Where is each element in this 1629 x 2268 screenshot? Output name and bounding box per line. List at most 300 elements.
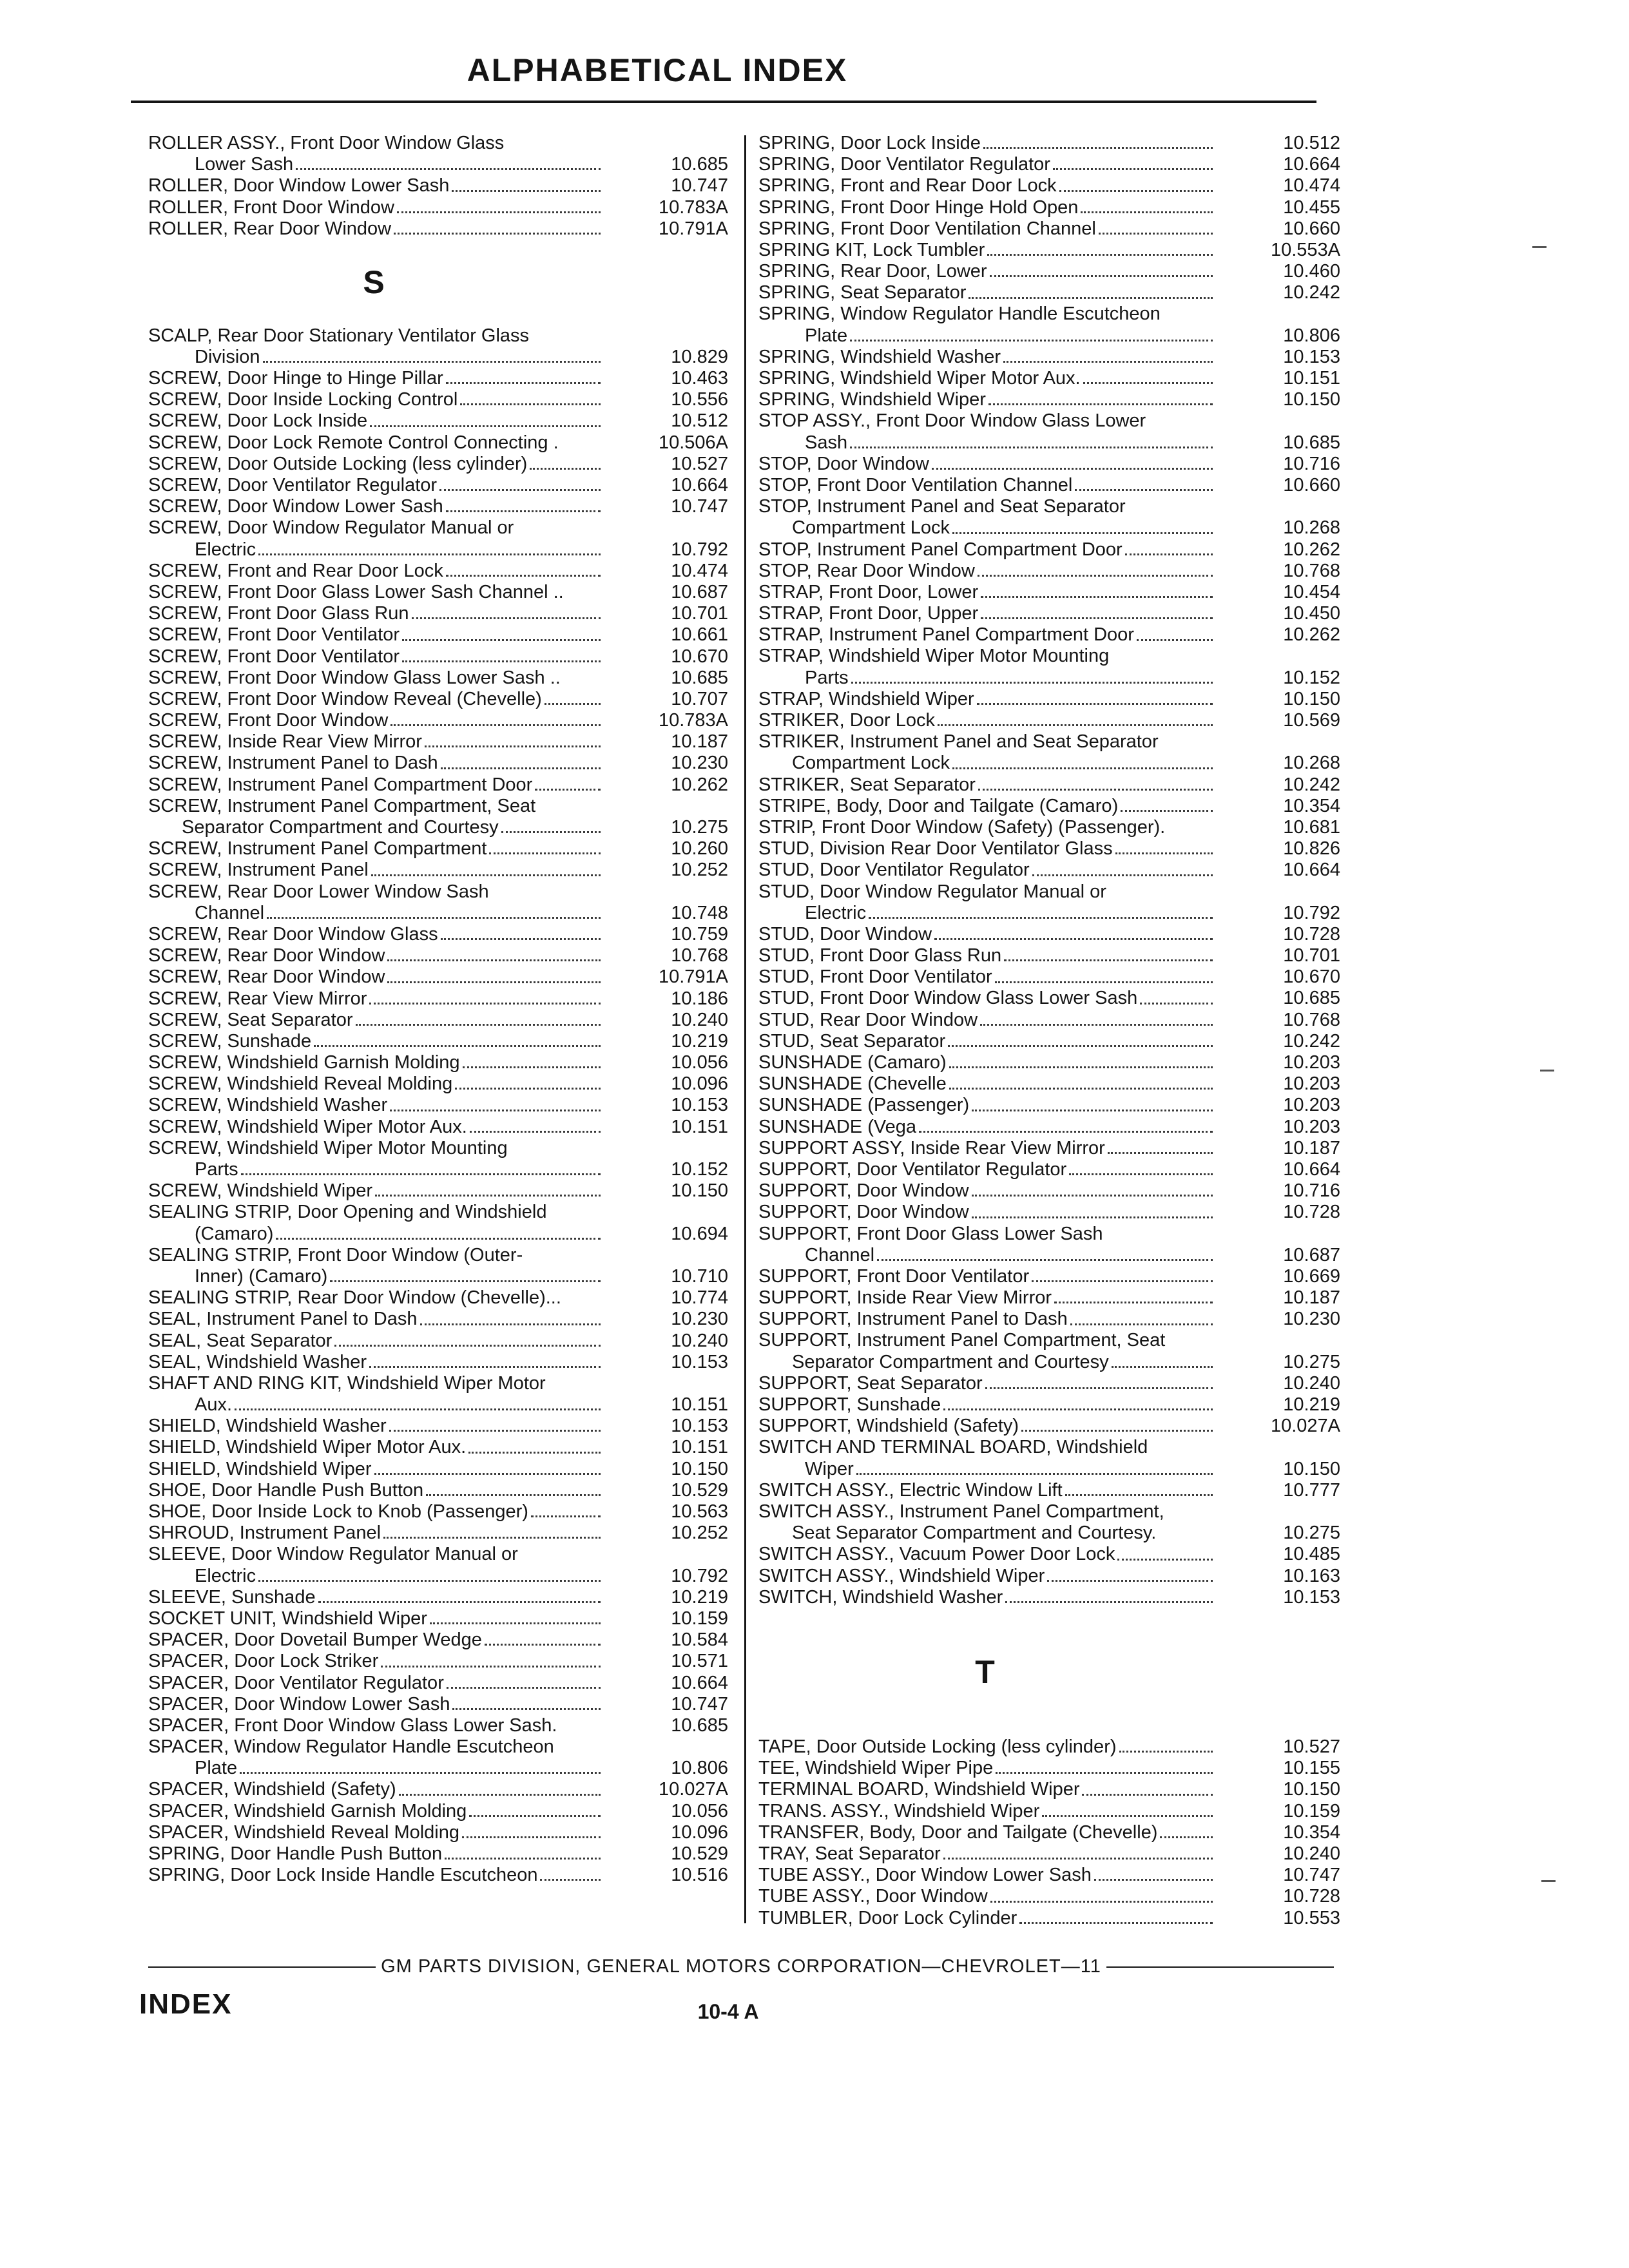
entry-line (148, 1010, 728, 1031)
entry-reference-number: 10.240 (1283, 1843, 1340, 1865)
page-number: 10-4 A (697, 2000, 759, 2023)
entry-line (758, 710, 1340, 731)
entry-reference-number: 10.159 (1283, 1800, 1340, 1821)
entry-reference-number: 10.203 (1283, 1095, 1340, 1116)
entry-text: SOCKET UNIT, Windshield Wiper (148, 1608, 427, 1629)
index-entry (758, 582, 1340, 603)
index-entry (148, 1416, 728, 1437)
entry-line (148, 945, 728, 966)
entry-line (758, 1138, 1340, 1159)
dot-leader (394, 233, 601, 235)
entry-line (148, 668, 728, 689)
entry-continuation-line (148, 1394, 728, 1416)
entry-text: TUBE ASSY., Door Window Lower Sash (758, 1865, 1092, 1886)
entry-line (148, 1480, 728, 1501)
entry-reference-number: 10.747 (1283, 1865, 1340, 1886)
entry-continuation-line (148, 817, 728, 838)
entry-reference-number: 10.152 (671, 1159, 728, 1180)
entry-reference-number: 10.230 (671, 753, 728, 774)
dot-leader (485, 1644, 601, 1646)
entry-text: SPACER, Windshield (Safety) (148, 1779, 396, 1800)
entry-text-cell (758, 154, 1219, 175)
entry-reference-number: 10.187 (1283, 1137, 1340, 1158)
entry-text-cell (758, 218, 1219, 240)
dot-leader (1054, 1302, 1213, 1303)
entry-text-cell (758, 475, 1219, 496)
index-entry (758, 1587, 1340, 1608)
entry-text-cell (148, 410, 607, 432)
entry-text-cell (148, 1801, 607, 1822)
index-entry (758, 240, 1340, 261)
entry-continuation-line (148, 1224, 728, 1245)
entry-line (758, 1224, 1340, 1245)
entry-text-cell (148, 774, 607, 796)
entry-text: SPRING, Windshield Wiper Motor Aux. (758, 368, 1081, 389)
dot-leader (943, 1858, 1213, 1860)
entry-text-cell (148, 624, 607, 646)
dot-leader (1004, 959, 1213, 961)
entry-reference-number: 10.056 (671, 1052, 728, 1073)
entry-text-cell (758, 496, 1219, 517)
column-divider (744, 135, 746, 1923)
entry-text-cell (758, 668, 1219, 689)
entry-reference-number: 10.759 (671, 923, 728, 945)
entry-reference-number: 10.275 (1283, 1351, 1340, 1372)
index-entry (758, 1202, 1340, 1223)
dot-leader (1159, 1537, 1213, 1539)
index-entry (758, 347, 1340, 368)
entry-text-cell (148, 881, 607, 903)
entry-line (758, 1822, 1340, 1843)
dot-leader (850, 340, 1213, 341)
entry-continuation-line (148, 1566, 728, 1587)
entry-reference-number: 10.056 (671, 1800, 728, 1821)
index-entry (758, 1031, 1340, 1052)
entry-text-cell (758, 689, 1219, 710)
entry-reference-number: 10.463 (671, 368, 728, 389)
dot-leader (563, 682, 601, 684)
dot-leader (1069, 1173, 1213, 1175)
entry-reference-number: 10.242 (1283, 282, 1340, 303)
entry-text: Seat Separator Compartment and Courtesy. (792, 1523, 1157, 1544)
entry-text-cell (148, 689, 607, 710)
dot-leader (1125, 553, 1213, 555)
entry-reference-number: 10.571 (671, 1651, 728, 1672)
entry-line (758, 1159, 1340, 1180)
entry-text: ROLLER, Door Window Lower Sash (148, 175, 450, 197)
dot-leader (943, 1408, 1213, 1410)
index-entry (148, 881, 728, 924)
entry-line (758, 282, 1340, 303)
entry-text: STUD, Door Window (758, 923, 932, 945)
entry-reference-number: 10.685 (1283, 432, 1340, 453)
entry-reference-number: 10.153 (1283, 1586, 1340, 1608)
entry-text: SCREW, Instrument Panel Compartment Door (148, 774, 533, 795)
entry-line (148, 1843, 728, 1865)
dot-leader (990, 275, 1213, 277)
entry-line (148, 1245, 728, 1266)
entry-text-cell (148, 347, 607, 368)
entry-line (148, 1523, 728, 1544)
entry-line (148, 1822, 728, 1843)
dot-leader (949, 1066, 1213, 1068)
entry-text: SCREW, Front Door Ventilator (148, 646, 400, 667)
index-entry (148, 1459, 728, 1480)
entry-text: STRAP, Instrument Panel Compartment Door (758, 624, 1134, 646)
entry-text: SWITCH ASSY., Instrument Panel Compartment, (758, 1501, 1164, 1522)
entry-text: SLEEVE, Door Window Regulator Manual or (148, 1544, 518, 1565)
index-entry (758, 1758, 1340, 1779)
entry-reference-number: 10.681 (1283, 816, 1340, 838)
entry-text-cell (148, 1352, 607, 1373)
entry-text: SUPPORT, Instrument Panel Compartment, Seat (758, 1330, 1166, 1351)
entry-line (148, 475, 728, 496)
dot-leader (1032, 1280, 1213, 1282)
entry-reference-number: 10.747 (671, 1693, 728, 1715)
entry-reference-number: 10.455 (1283, 197, 1340, 218)
entry-text: SUPPORT, Sunshade (758, 1394, 941, 1416)
entry-line (148, 432, 728, 454)
entry-reference-number: 10.151 (1283, 368, 1340, 389)
entry-text: SPACER, Window Regulator Handle Escutcheon (148, 1736, 554, 1758)
entry-line (758, 240, 1340, 261)
index-entry (148, 1331, 728, 1352)
page-footer (148, 1956, 1334, 1977)
entry-text: SPACER, Door Window Lower Sash (148, 1693, 450, 1715)
entry-line (148, 197, 728, 218)
dot-leader (469, 1815, 601, 1817)
entry-line (758, 924, 1340, 945)
entry-reference-number: 10.791A (658, 966, 728, 988)
entry-text-cell (758, 1266, 1219, 1287)
entry-reference-number: 10.150 (671, 1180, 728, 1202)
entry-reference-number: 10.150 (1283, 1779, 1340, 1800)
entry-text-cell (758, 432, 1219, 454)
entry-reference-number: 10.186 (671, 988, 728, 1009)
entry-text-cell (758, 1095, 1219, 1116)
entry-reference-number: 10.153 (671, 1351, 728, 1372)
entry-text: STUD, Seat Separator (758, 1030, 946, 1052)
index-entry (148, 731, 728, 753)
entry-text: SEALING STRIP, Rear Door Window (Chevelle)... (148, 1287, 561, 1309)
entry-text: SCREW, Front Door Window Reveal (Chevelle) (148, 688, 542, 709)
dot-leader (446, 510, 601, 512)
entry-text: SEALING STRIP, Door Opening and Windshield (148, 1202, 547, 1223)
dot-leader (1121, 810, 1213, 812)
dot-leader (919, 1131, 1213, 1133)
entry-line (148, 389, 728, 410)
entry-text: Division (195, 346, 260, 367)
index-entry (148, 988, 728, 1010)
entry-line (148, 1416, 728, 1437)
entry-text: STOP ASSY., Front Door Window Glass Lower (758, 410, 1146, 432)
index-entry (148, 1202, 728, 1244)
entry-text-cell (148, 1523, 607, 1544)
entry-text-cell (148, 1459, 607, 1480)
dot-leader (978, 789, 1213, 791)
entry-reference-number: 10.707 (671, 688, 728, 709)
entry-line (148, 646, 728, 668)
dot-leader (314, 1045, 601, 1047)
dot-leader (330, 1280, 601, 1282)
entry-line (758, 1886, 1340, 1907)
index-entry (148, 218, 728, 240)
index-entry (758, 496, 1340, 539)
entry-line (758, 945, 1340, 966)
entry-reference-number: 10.454 (1283, 581, 1340, 602)
index-entry (148, 1651, 728, 1672)
entry-text-cell (148, 731, 607, 753)
entry-text: STUD, Front Door Window Glass Lower Sash (758, 988, 1138, 1009)
entry-text-cell (148, 582, 607, 603)
entry-text-cell (148, 389, 607, 410)
entry-reference-number: 10.701 (1283, 945, 1340, 966)
dot-leader (430, 1622, 601, 1624)
entry-text: STRIKER, Seat Separator (758, 774, 976, 795)
entry-text: SCREW, Windshield Wiper Motor Mounting (148, 1137, 508, 1158)
entry-reference-number: 10.096 (671, 1073, 728, 1095)
entry-text-cell (148, 154, 607, 175)
entry-text-cell (758, 924, 1219, 945)
entry-reference-number: 10.262 (1283, 539, 1340, 560)
index-entry (148, 924, 728, 945)
dot-leader (402, 639, 601, 641)
entry-text-cell (758, 582, 1219, 603)
index-entry (758, 1480, 1340, 1501)
entry-text: STOP, Door Window (758, 453, 929, 474)
index-entry (148, 1629, 728, 1651)
entry-reference-number: 10.664 (671, 1672, 728, 1693)
entry-text: SCREW, Instrument Panel Compartment, Seat (148, 795, 536, 816)
entry-text: SUPPORT ASSY, Inside Rear View Mirror (758, 1137, 1105, 1158)
entry-line (148, 796, 728, 817)
dot-leader (241, 1173, 601, 1175)
entry-line (758, 817, 1340, 838)
index-entry (758, 1287, 1340, 1309)
dot-leader (402, 660, 601, 662)
index-entry (758, 1010, 1340, 1031)
entry-line (148, 1608, 728, 1629)
entry-line (148, 710, 728, 731)
entry-line (758, 475, 1340, 496)
entry-text: SLEEVE, Sunshade (148, 1586, 316, 1608)
entry-continuation-line (148, 1159, 728, 1180)
entry-reference-number: 10.563 (671, 1501, 728, 1523)
entry-line (148, 1736, 728, 1758)
dot-leader (977, 703, 1213, 705)
entry-reference-number: 10.354 (1283, 795, 1340, 816)
entry-text: SPRING, Door Lock Inside Handle Escutcheon (148, 1865, 538, 1886)
entry-reference-number: 10.569 (1283, 710, 1340, 731)
index-entry (148, 517, 728, 560)
entry-text: STOP, Rear Door Window (758, 560, 975, 581)
entry-reference-number: 10.792 (1283, 902, 1340, 923)
index-column-left (148, 133, 728, 1886)
dot-leader (318, 1601, 601, 1603)
entry-text-cell (148, 1180, 607, 1202)
entry-text: SUPPORT, Door Window (758, 1180, 969, 1202)
entry-reference-number: 10.792 (671, 539, 728, 560)
entry-text: SUPPORT, Windshield (Safety) (758, 1416, 1019, 1437)
entry-reference-number: 10.506A (658, 432, 728, 453)
dot-leader (1083, 382, 1213, 384)
entry-text: SCREW, Windshield Wiper (148, 1180, 373, 1202)
entry-text-cell (148, 646, 607, 668)
index-entry (758, 539, 1340, 561)
entry-reference-number: 10.151 (671, 1437, 728, 1458)
entry-text: SEALING STRIP, Front Door Window (Outer- (148, 1244, 523, 1265)
entry-line (758, 175, 1340, 197)
entry-reference-number: 10.275 (1283, 1523, 1340, 1544)
entry-text-cell (148, 496, 607, 517)
entry-text-cell (758, 1309, 1219, 1330)
entry-text: SCREW, Instrument Panel to Dash (148, 753, 438, 774)
entry-text-cell (758, 133, 1219, 154)
dot-leader (1137, 639, 1213, 641)
index-entry (148, 496, 728, 517)
entry-text: SCREW, Door Inside Locking Control (148, 389, 458, 410)
section-letter: T (975, 1653, 995, 1690)
entry-text: SHOE, Door Handle Push Button (148, 1479, 424, 1501)
entry-reference-number: 10.670 (671, 646, 728, 667)
entry-text-cell (148, 432, 607, 454)
entry-continuation-line (148, 539, 728, 561)
index-entry (758, 624, 1340, 646)
dot-leader (397, 211, 601, 213)
entry-text-cell (758, 1801, 1219, 1822)
entry-reference-number: 10.153 (671, 1095, 728, 1116)
index-entry (758, 1544, 1340, 1565)
dot-leader (447, 1687, 601, 1689)
entry-text-cell (758, 1052, 1219, 1073)
entry-reference-number: 10.152 (1283, 667, 1340, 688)
entry-line (758, 796, 1340, 817)
entry-line (148, 1287, 728, 1309)
margin-mark (1532, 246, 1547, 248)
entry-text: SPRING, Door Lock Inside (758, 132, 981, 153)
entry-reference-number: 10.203 (1283, 1073, 1340, 1095)
entry-text: STRIP, Front Door Window (Safety) (Passenger). (758, 816, 1166, 838)
entry-line (148, 582, 728, 603)
index-entry (758, 1052, 1340, 1073)
index-entry (148, 1180, 728, 1202)
dot-leader (267, 917, 601, 919)
entry-text: SCREW, Door Lock Inside (148, 410, 368, 432)
entry-reference-number: 10.774 (671, 1287, 728, 1309)
entry-text: STRAP, Windshield Wiper (758, 688, 974, 709)
entry-text: SHIELD, Windshield Wiper (148, 1458, 372, 1479)
entry-reference-number: 10.527 (1283, 1736, 1340, 1758)
entry-line (148, 924, 728, 945)
entry-reference-number: 10.512 (671, 410, 728, 432)
dot-leader (370, 425, 601, 427)
entry-line (758, 1865, 1340, 1886)
entry-line (148, 753, 728, 774)
dot-leader (439, 489, 601, 491)
entry-text: SPRING KIT, Lock Tumbler (758, 239, 985, 260)
entry-text-cell (148, 1073, 607, 1095)
entry-text-cell (758, 1138, 1219, 1159)
entry-line (758, 1480, 1340, 1501)
entry-text: SUPPORT, Front Door Glass Lower Sash (758, 1223, 1103, 1244)
entry-line (148, 1501, 728, 1523)
entry-text-cell (758, 1224, 1219, 1245)
entry-reference-number: 10.150 (1283, 1458, 1340, 1479)
entry-text-cell (148, 860, 607, 881)
index-entry (758, 475, 1340, 496)
entry-text-cell (148, 1266, 607, 1287)
index-entry (758, 1736, 1340, 1758)
entry-reference-number: 10.556 (671, 389, 728, 410)
entry-text: STUD, Front Door Ventilator (758, 966, 992, 988)
entry-text: SCREW, Front Door Window (148, 710, 389, 731)
entry-text: TRANS. ASSY., Windshield Wiper (758, 1800, 1040, 1821)
entry-text: SCREW, Rear Door Window (148, 966, 385, 988)
entry-text-cell (758, 1523, 1219, 1544)
entry-text: SCREW, Door Window Lower Sash (148, 496, 443, 517)
entry-text: Sash (805, 432, 848, 453)
entry-reference-number: 10.826 (1283, 838, 1340, 860)
entry-text-cell (758, 646, 1219, 667)
entry-text-cell (758, 1501, 1219, 1523)
entry-text: SUPPORT, Door Ventilator Regulator (758, 1158, 1067, 1180)
entry-text-cell (758, 410, 1219, 432)
dot-leader (1032, 874, 1213, 876)
entry-line (758, 582, 1340, 603)
entry-line (148, 1587, 728, 1608)
index-entry (758, 710, 1340, 731)
entry-text-cell (148, 1865, 607, 1886)
entry-line (758, 624, 1340, 646)
entry-text: SCREW, Rear Door Window (148, 945, 385, 966)
entry-line (758, 1202, 1340, 1223)
entry-line (758, 774, 1340, 796)
dot-leader (375, 1195, 601, 1196)
entry-line (758, 1544, 1340, 1565)
entry-text: STUD, Rear Door Window (758, 1009, 978, 1030)
index-entry (148, 603, 728, 624)
entry-line (758, 1416, 1340, 1437)
entry-text: STUD, Door Window Regulator Manual or (758, 881, 1106, 902)
entry-line (148, 1031, 728, 1052)
entry-reference-number: 10.768 (671, 945, 728, 966)
index-entry (758, 1309, 1340, 1330)
entry-text: Compartment Lock (792, 517, 950, 539)
index-entry (758, 1801, 1340, 1822)
entry-text: TUMBLER, Door Lock Cylinder (758, 1907, 1017, 1928)
index-entry (148, 774, 728, 796)
entry-continuation-line (148, 154, 728, 175)
entry-text-cell (148, 1437, 607, 1458)
entry-reference-number: 10.187 (1283, 1287, 1340, 1309)
footer-rule-right (1106, 1966, 1334, 1968)
dot-leader (420, 1323, 601, 1325)
entry-text-cell (148, 1608, 607, 1629)
entry-text-cell (758, 817, 1219, 838)
dot-leader (468, 1452, 601, 1454)
entry-line (758, 561, 1340, 582)
entry-text-cell (758, 796, 1219, 817)
entry-text: SCREW, Front Door Glass Lower Sash Channel .. (148, 581, 564, 602)
entry-reference-number: 10.529 (671, 1843, 728, 1865)
dot-leader (356, 1024, 601, 1026)
entry-text-cell (758, 325, 1219, 347)
entry-text: STRAP, Front Door, Upper (758, 603, 979, 624)
entry-text: STRIKER, Instrument Panel and Seat Separator (758, 731, 1159, 753)
entry-continuation-line (758, 1523, 1340, 1544)
entry-reference-number: 10.096 (671, 1821, 728, 1843)
entry-line (758, 368, 1340, 389)
